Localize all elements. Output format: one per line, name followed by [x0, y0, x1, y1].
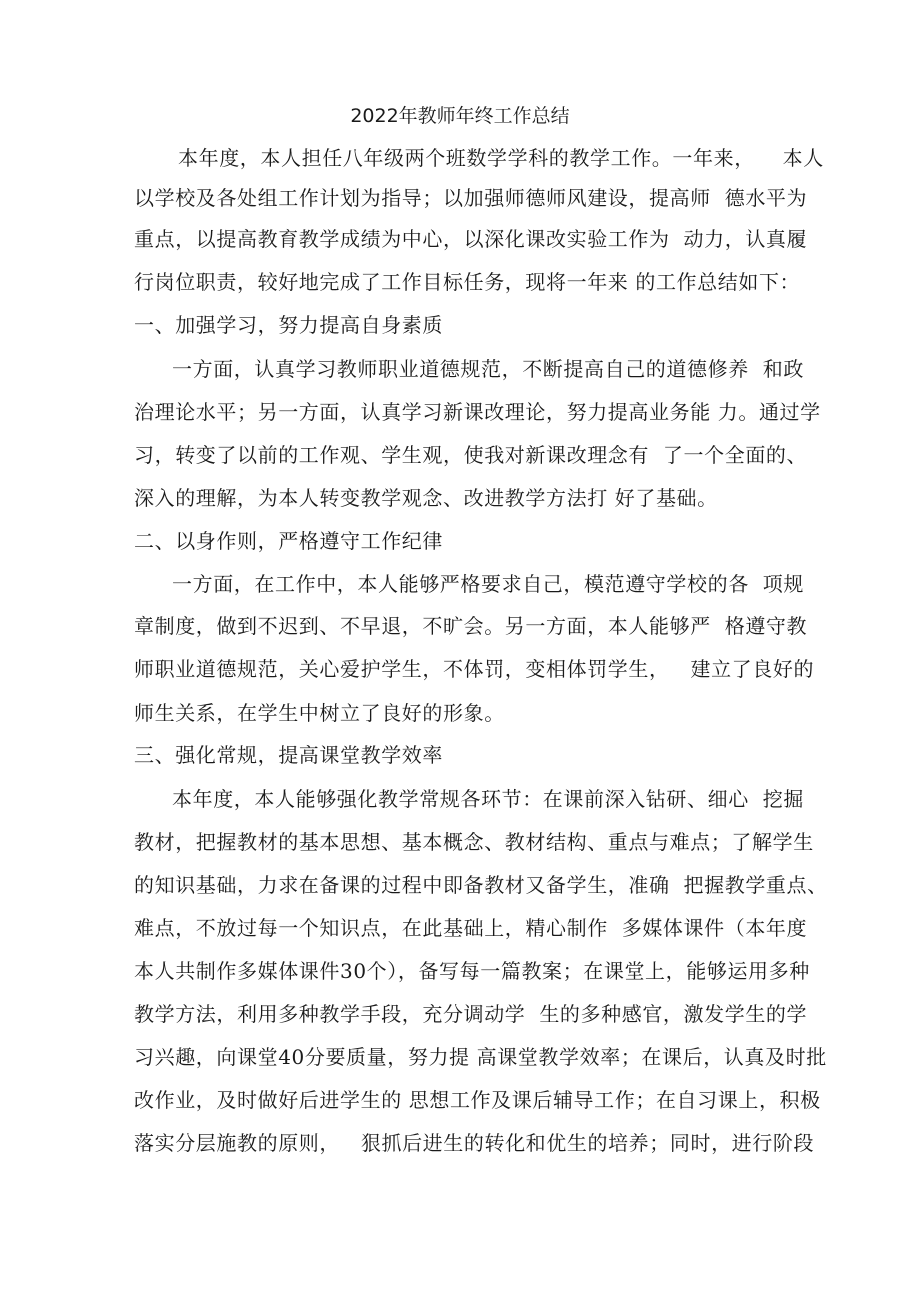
- paragraph-line: 本年度，本人能够强化教学常规各环节：在课前深入钻研、细心 挖掘: [172, 787, 804, 811]
- paragraph-line: 教材，把握教材的基本思想、基本概念、教材结构、重点与难点；了解学生: [134, 830, 814, 854]
- paragraph-line: 师生关系，在学生中树立了良好的形象。: [134, 701, 505, 725]
- paragraph-line: 深入的理解，为本人转变教学观念、改进教学方法打 好了基础。: [134, 486, 718, 510]
- paragraph-line: 的知识基础，力求在备课的过程中即备教材又备学生，准确 把握教学重点、: [134, 873, 828, 897]
- paragraph-line: 本人共制作多媒体课件30个），备写每一篇教案；在课堂上，能够运用多种: [134, 959, 810, 983]
- paragraph-line: 章制度，做到不迟到、不早退，不旷会。另一方面，本人能够严 格遵守教: [134, 614, 808, 638]
- paragraph-line: 治理论水平；另一方面，认真学习新课改理论，努力提高业务能 力。通过学: [134, 400, 821, 424]
- paragraph-line: 改作业，及时做好后进学生的 思想工作及课后辅导工作；在自习课上，积极: [134, 1088, 821, 1112]
- section-heading: 二、以身作则，严格遵守工作纪律: [134, 529, 443, 553]
- intro-line: 重点，以提高教育教学成绩为中心，以深化课改实验工作为 动力，认真履: [134, 227, 808, 251]
- intro-line: 以学校及各处组工作计划为指导；以加强师德师风建设，提高师 德水平为: [134, 186, 808, 210]
- intro-line: 行岗位职责，较好地完成了工作目标任务，现将一年来 的工作总结如下：: [134, 270, 801, 294]
- section-heading: 三、强化常规，提高课堂教学效率: [134, 743, 443, 767]
- document-title: 2022年教师年终工作总结: [350, 105, 570, 127]
- paragraph-line: 师职业道德规范，关心爱护学生，不体罚，变相体罚学生， 建立了良好的: [134, 657, 815, 681]
- paragraph-line: 习，转变了以前的工作观、学生观，使我对新课改理念有 了一个全面的、: [134, 443, 808, 467]
- paragraph-line: 一方面，认真学习教师职业道德规范，不断提高自己的道德修养 和政: [172, 357, 804, 381]
- intro-line: 本年度，本人担任八年级两个班数学学科的教学工作。一年来， 本人: [178, 146, 824, 170]
- section-heading: 一、加强学习，努力提高自身素质: [134, 313, 443, 337]
- paragraph-line: 习兴趣，向课堂40分要质量，努力提 高课堂教学效率；在课后，认真及时批: [134, 1045, 827, 1069]
- paragraph-line: 落实分层施教的原则， 狠抓后进生的转化和优生的培养；同时，进行阶段: [134, 1131, 815, 1155]
- paragraph-line: 难点，不放过每一个知识点，在此基础上，精心制作 多媒体课件（本年度: [134, 916, 808, 940]
- paragraph-line: 教学方法，利用多种教学手段，充分调动学 生的多种感官，激发学生的学: [134, 1002, 808, 1026]
- paragraph-line: 一方面，在工作中，本人能够严格要求自己，模范遵守学校的各 项规: [172, 572, 804, 596]
